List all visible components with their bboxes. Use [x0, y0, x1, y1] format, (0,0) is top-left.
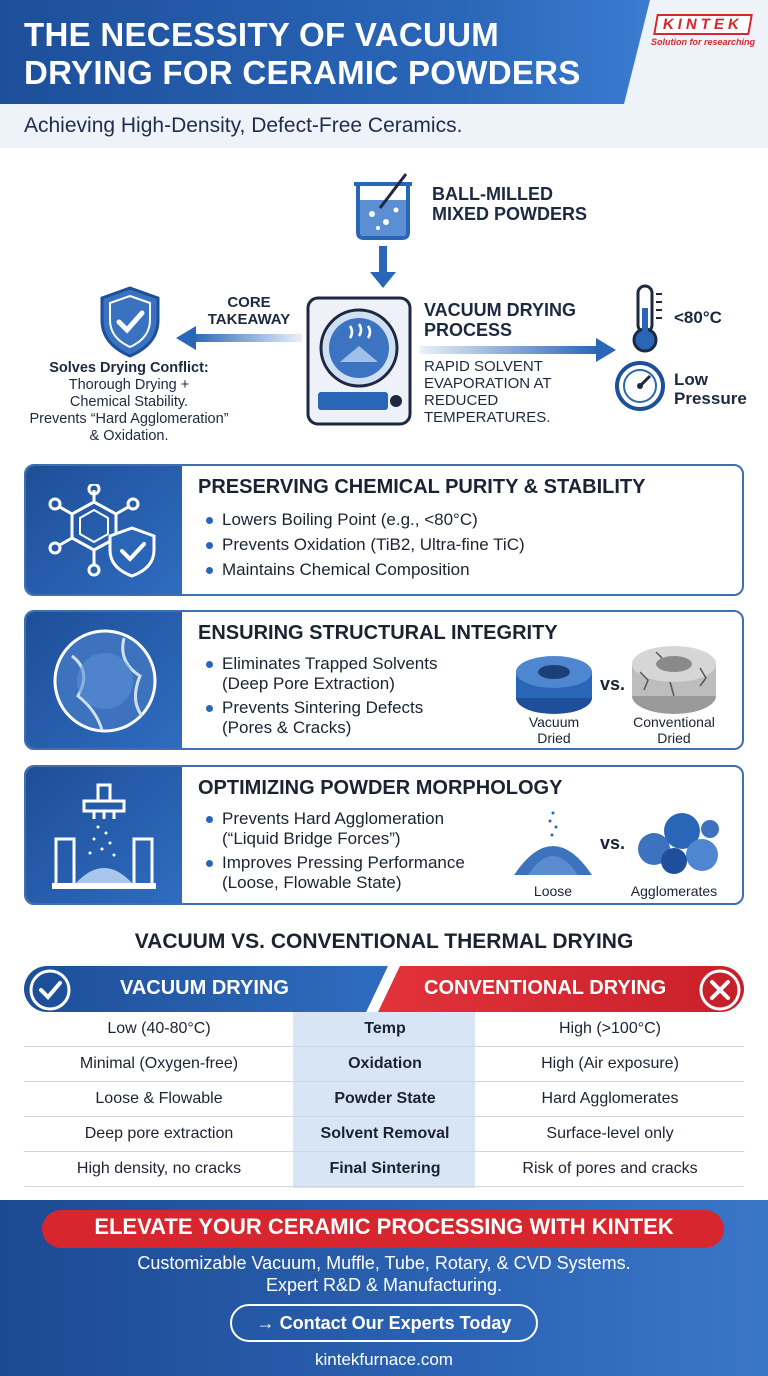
footer-line-1: Customizable Vacuum, Muffle, Tube, Rotary, & CVD Systems.: [137, 1253, 631, 1273]
page-title: THE NECESSITY OF VACUUM DRYING FOR CERAMIC POWDERS: [24, 16, 581, 91]
pressure-gauge-icon: [614, 360, 666, 412]
conventional-cell: Hard Agglomerates: [541, 1090, 679, 1107]
label-line: Dried: [537, 730, 571, 746]
aspect-cell: Oxidation: [348, 1055, 422, 1072]
vacuum-dried-ring-icon: [514, 654, 594, 716]
bullet-line: Prevents Hard Agglomeration: [222, 809, 445, 828]
agglomerates-label: Agglomerates: [630, 883, 718, 899]
process-desc-line3: REDUCED: [424, 392, 499, 409]
core-takeaway-label: [204, 294, 294, 328]
contact-experts-button[interactable]: → Contact Our Experts Today: [230, 1304, 538, 1342]
vacuum-drying-header: VACUUM DRYING: [120, 977, 289, 999]
beaker-icon: [350, 170, 414, 242]
card-title: OPTIMIZING POWDER MORPHOLOGY: [198, 777, 563, 799]
x-circle-icon: [698, 968, 742, 1012]
core-desc-line1: Solves Drying Conflict:: [49, 360, 209, 376]
shield-check-icon: [98, 286, 162, 358]
card-title: ENSURING STRUCTURAL INTEGRITY: [198, 622, 558, 644]
bullet-item: Maintains Chemical Composition: [206, 560, 525, 580]
bullet-item: [206, 809, 465, 849]
bullet-line: (Pores & Cracks): [222, 718, 352, 737]
conventional-drying-header: CONVENTIONAL DRYING: [424, 977, 667, 999]
vacuum-cell: Loose & Flowable: [95, 1090, 223, 1107]
loose-powder-icon: [510, 807, 596, 879]
process-title-line2: PROCESS: [424, 320, 513, 340]
bullet-item: [206, 654, 437, 694]
core-desc-line3: Chemical Stability.: [69, 394, 189, 410]
molecule-shield-icon: [48, 484, 162, 580]
vacuum-cell: Deep pore extraction: [84, 1125, 234, 1142]
cta-title: ELEVATE YOUR CERAMIC PROCESSING WITH KINTEK: [94, 1214, 674, 1239]
card-title: PRESERVING CHEMICAL PURITY & STABILITY: [198, 476, 646, 498]
website-link[interactable]: kintekfurnace.com: [315, 1350, 453, 1369]
porous-particle-icon: [52, 626, 158, 736]
pressure-label-line2: Pressure: [674, 389, 747, 408]
kintek-logo[interactable]: [648, 14, 758, 52]
agglomerates-icon: [632, 809, 724, 877]
bullet-line: Improves Pressing Performance: [222, 853, 465, 872]
vs-label: vs.: [600, 833, 626, 853]
conventional-cell: High (>100°C): [559, 1020, 661, 1037]
process-desc-line1: RAPID SOLVENT: [424, 358, 543, 375]
table-row: [24, 1117, 744, 1152]
aspect-cell: Final Sintering: [329, 1160, 441, 1177]
conventional-dried-label: [622, 714, 726, 746]
label-line: Vacuum: [528, 714, 580, 730]
footer-line-2: Expert R&D & Manufacturing.: [265, 1275, 503, 1295]
temperature-label: <80°C: [674, 308, 722, 327]
conventional-cell: Surface-level only: [546, 1125, 674, 1142]
core-label-line1: CORE: [227, 294, 271, 311]
vacuum-cell: High density, no cracks: [76, 1160, 242, 1177]
table-row: [24, 1152, 744, 1187]
comparison-title: VACUUM VS. CONVENTIONAL THERMAL DRYING: [134, 930, 634, 953]
conventional-cell: Risk of pores and cracks: [522, 1160, 698, 1177]
arrow-down-icon: [368, 246, 398, 290]
bullet-line: Eliminates Trapped Solvents: [222, 654, 438, 673]
table-row: [24, 1082, 744, 1117]
aspect-cell: Solvent Removal: [320, 1125, 450, 1142]
conventional-cell: High (Air exposure): [541, 1055, 679, 1072]
table-row: [24, 1012, 744, 1047]
bullet-line: (Loose, Flowable State): [222, 873, 402, 892]
vacuum-cell: Low (40-80°C): [107, 1020, 211, 1037]
thermometer-icon: [626, 284, 666, 354]
aspect-cell: Temp: [364, 1020, 406, 1037]
process-desc-line4: TEMPERATURES.: [424, 409, 551, 426]
aspect-cell: Powder State: [334, 1090, 436, 1107]
bullet-line: (“Liquid Bridge Forces”): [222, 829, 401, 848]
core-desc-line2: Thorough Drying +: [68, 377, 190, 393]
bullet-line: (Deep Pore Extraction): [222, 674, 395, 693]
bullet-item: Lowers Boiling Point (e.g., <80°C): [206, 510, 525, 530]
vacuum-dried-label: [512, 714, 596, 746]
core-desc-line4: Prevents “Hard Agglomeration”: [29, 411, 229, 427]
card-chemical-purity: [24, 464, 744, 596]
bullet-item: [206, 698, 437, 738]
table-row: [24, 1047, 744, 1082]
pressure-label: [674, 370, 747, 408]
bullet-item: Prevents Oxidation (TiB2, Ultra-fine TiC): [206, 535, 525, 555]
bullet-list: [206, 809, 465, 898]
bullet-list: [206, 510, 525, 585]
bullet-line: Prevents Sintering Defects: [222, 698, 424, 717]
process-desc-line2: EVAPORATION AT: [424, 375, 552, 392]
logo-wordmark: KINTEK: [653, 14, 753, 35]
label-line: Conventional: [633, 714, 715, 730]
conventional-dried-ring-icon: [630, 642, 718, 716]
vacuum-oven-icon: [306, 296, 412, 426]
press-powder-icon: [48, 783, 160, 891]
process-desc: [424, 358, 552, 426]
pressure-label-line1: Low: [674, 370, 708, 389]
loose-label: Loose: [533, 883, 573, 899]
vacuum-cell: Minimal (Oxygen-free): [79, 1055, 239, 1072]
bullet-item: [206, 853, 465, 893]
bullet-list: [206, 654, 437, 743]
card-powder-morphology: [24, 765, 744, 905]
card-structural-integrity: [24, 610, 744, 750]
core-desc-line5: & Oxidation.: [89, 428, 169, 444]
arrow-left-icon: [176, 324, 302, 352]
check-circle-icon: [28, 968, 72, 1012]
input-label: [432, 184, 587, 224]
page-subtitle: Achieving High-Density, Defect-Free Ceramics.: [24, 114, 463, 137]
core-label-line2: TAKEAWAY: [207, 311, 291, 328]
vs-label: vs.: [600, 674, 626, 694]
label-line: Dried: [657, 730, 691, 746]
input-label-line1: BALL-MILLED: [432, 184, 553, 204]
logo-tagline: Solution for researching: [650, 37, 755, 47]
process-title: [424, 300, 576, 340]
process-title-line1: VACUUM DRYING: [424, 300, 576, 320]
core-takeaway-desc: [4, 360, 254, 445]
input-label-line2: MIXED POWDERS: [432, 204, 588, 224]
